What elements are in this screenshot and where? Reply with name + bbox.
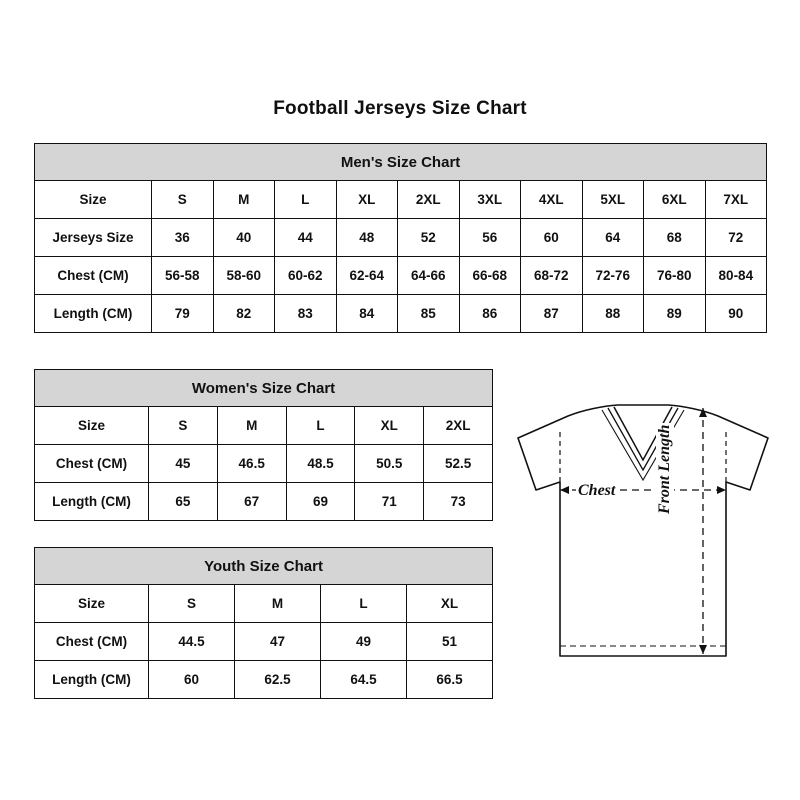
table-row: [35, 445, 493, 483]
table-caption: Youth Size Chart: [35, 548, 493, 585]
cell: 73: [424, 483, 493, 521]
cell: 67: [217, 483, 286, 521]
cell: 64: [582, 219, 644, 257]
cell: 56: [459, 219, 521, 257]
row-label: Chest (CM): [35, 623, 149, 661]
chest-measure-label: Chest: [578, 482, 616, 499]
table-caption-row: [35, 370, 493, 407]
table-caption: Women's Size Chart: [35, 370, 493, 407]
chest-arrow-left: [560, 486, 569, 494]
table-row: [35, 257, 767, 295]
cell: 84: [336, 295, 398, 333]
cell: XL: [355, 407, 424, 445]
cell: 47: [235, 623, 321, 661]
cell: L: [321, 585, 407, 623]
cell: 60: [149, 661, 235, 699]
cell: 72-76: [582, 257, 644, 295]
cell: L: [286, 407, 355, 445]
cell: 49: [321, 623, 407, 661]
cell: 79: [152, 295, 214, 333]
row-label: Chest (CM): [35, 257, 152, 295]
table-youth: [34, 547, 493, 699]
cell: 46.5: [217, 445, 286, 483]
table-row: [35, 585, 493, 623]
cell: 65: [149, 483, 218, 521]
cell: 2XL: [424, 407, 493, 445]
cell: S: [149, 407, 218, 445]
cell: 36: [152, 219, 214, 257]
table-row: [35, 295, 767, 333]
cell: 44: [275, 219, 337, 257]
row-label: Length (CM): [35, 483, 149, 521]
cell: 62.5: [235, 661, 321, 699]
table-mens: [34, 143, 767, 333]
cell: 56-58: [152, 257, 214, 295]
cell: 51: [407, 623, 493, 661]
table-womens: [34, 369, 493, 521]
shirt-body-path: [518, 405, 768, 656]
row-label: Size: [35, 585, 149, 623]
cell: 71: [355, 483, 424, 521]
cell: 4XL: [521, 181, 583, 219]
cell: 3XL: [459, 181, 521, 219]
cell: 52.5: [424, 445, 493, 483]
cell: 80-84: [705, 257, 767, 295]
cell: L: [275, 181, 337, 219]
cell: 68: [644, 219, 706, 257]
row-label: Jerseys Size: [35, 219, 152, 257]
cell: 7XL: [705, 181, 767, 219]
youth-size-chart: [34, 547, 492, 699]
jersey-measurement-diagram: [498, 398, 788, 698]
cell: 40: [213, 219, 275, 257]
cell: 85: [398, 295, 460, 333]
table-row: [35, 623, 493, 661]
cell: 86: [459, 295, 521, 333]
table-caption-row: [35, 144, 767, 181]
cell: 62-64: [336, 257, 398, 295]
cell: 44.5: [149, 623, 235, 661]
womens-size-chart: [34, 369, 492, 521]
cell: 68-72: [521, 257, 583, 295]
cell: M: [213, 181, 275, 219]
cell: 72: [705, 219, 767, 257]
cell: 58-60: [213, 257, 275, 295]
cell: 50.5: [355, 445, 424, 483]
row-label: Chest (CM): [35, 445, 149, 483]
cell: 45: [149, 445, 218, 483]
row-label: Size: [35, 407, 149, 445]
cell: 64.5: [321, 661, 407, 699]
cell: 76-80: [644, 257, 706, 295]
cell: 89: [644, 295, 706, 333]
cell: 48.5: [286, 445, 355, 483]
table-row: [35, 219, 767, 257]
cell: 90: [705, 295, 767, 333]
cell: S: [152, 181, 214, 219]
cell: 52: [398, 219, 460, 257]
cell: M: [235, 585, 321, 623]
cell: 66-68: [459, 257, 521, 295]
row-label: Size: [35, 181, 152, 219]
cell: 82: [213, 295, 275, 333]
cell: 5XL: [582, 181, 644, 219]
table-caption-row: [35, 548, 493, 585]
row-label: Length (CM): [35, 661, 149, 699]
cell: 2XL: [398, 181, 460, 219]
page-title: Football Jerseys Size Chart: [273, 98, 527, 119]
jersey-outline-icon: [498, 398, 788, 698]
cell: XL: [407, 585, 493, 623]
mens-size-chart: [34, 143, 766, 333]
chest-arrow-right: [717, 486, 726, 494]
cell: 69: [286, 483, 355, 521]
table-row: [35, 407, 493, 445]
table-row: [35, 661, 493, 699]
table-row: [35, 181, 767, 219]
cell: 60: [521, 219, 583, 257]
cell: 87: [521, 295, 583, 333]
cell: XL: [336, 181, 398, 219]
cell: 64-66: [398, 257, 460, 295]
cell: M: [217, 407, 286, 445]
cell: 83: [275, 295, 337, 333]
front-length-measure-label: Front Length: [656, 424, 673, 514]
cell: 6XL: [644, 181, 706, 219]
cell: 88: [582, 295, 644, 333]
cell: 48: [336, 219, 398, 257]
row-label: Length (CM): [35, 295, 152, 333]
cell: S: [149, 585, 235, 623]
cell: 66.5: [407, 661, 493, 699]
table-caption: Men's Size Chart: [35, 144, 767, 181]
table-row: [35, 483, 493, 521]
cell: 60-62: [275, 257, 337, 295]
